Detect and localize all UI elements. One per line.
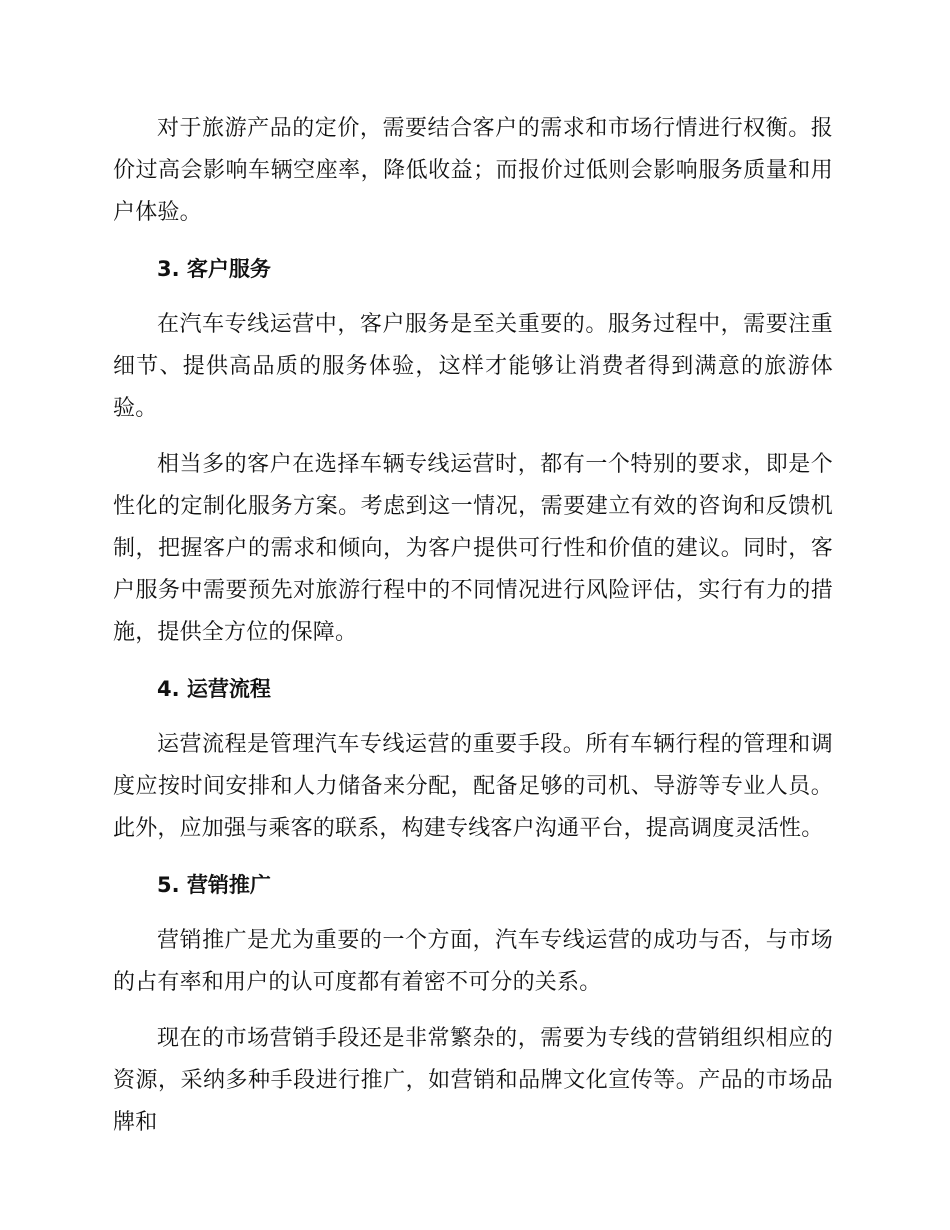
- spacer: [113, 850, 833, 864]
- spacer: [113, 430, 833, 444]
- paragraph-marketing: 营销推广是尤为重要的一个方面，汽车专线运营的成功与否，与市场的占有率和用户的认可度都有着密不可分的关系。: [113, 928, 833, 995]
- paragraph-customer-service: 在汽车专线运营中，客户服务是至关重要的。服务过程中，需要注重细节、提供高品质的服务体验，这样才能够让消费者得到满意的旅游体验。: [113, 312, 833, 421]
- paragraph-marketing-methods: 现在的市场营销手段还是非常繁杂的，需要为专线的营销组织相应的资源，采纳多种手段进行推广，如营销和品牌文化宣传等。产品的市场品牌和: [113, 1026, 833, 1135]
- spacer: [113, 654, 833, 668]
- paragraph-operations: 运营流程是管理汽车专线运营的重要手段。所有车辆行程的管理和调度应按时间安排和人力储备来分配，配备足够的司机、导游等专业人员。此外，应加强与乘客的联系，构建专线客户沟通平台，提高调度灵活性。: [113, 732, 833, 841]
- section-heading-marketing: 5. 营销推广: [157, 873, 271, 897]
- paragraph-pricing: 对于旅游产品的定价，需要结合客户的需求和市场行情进行权衡。报价过高会影响车辆空座率，降低收益；而报价过低则会影响服务质量和用户体验。: [113, 116, 833, 225]
- spacer: [113, 234, 833, 248]
- spacer: [113, 290, 833, 304]
- spacer: [113, 1004, 833, 1018]
- paragraph-customization: 相当多的客户在选择车辆专线运营时，都有一个特别的要求，即是个性化的定制化服务方案。考虑到这一情况，需要建立有效的咨询和反馈机制，把握客户的需求和倾向，为客户提供可行性和价值的建议。同时，客户服务中需要预先对旅游行程中的不同情况进行风险评估，实行有力的措施，提供全方位的保障。: [113, 452, 833, 645]
- document-page: [113, 108, 833, 1144]
- spacer: [113, 710, 833, 724]
- section-heading-operations: 4. 运营流程: [157, 677, 271, 701]
- section-heading-customer-service: 3. 客户服务: [157, 257, 271, 281]
- spacer: [113, 906, 833, 920]
